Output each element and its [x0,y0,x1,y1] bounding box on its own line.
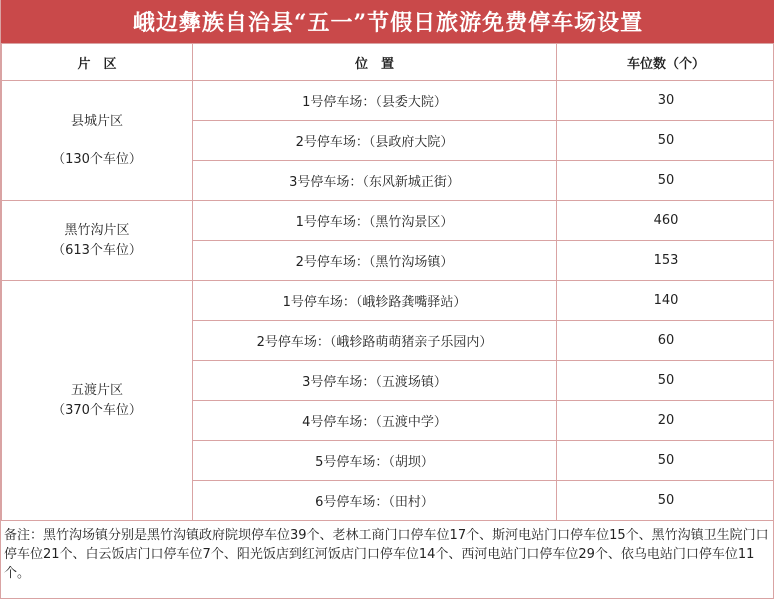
district-name: 县城片区 [70,113,123,129]
table-row [2,201,774,241]
table-row [2,281,774,321]
footnote: 备注：黑竹沟场镇分别是黑竹沟镇政府院坝停车位39个、老林工商门口停车位17个、斯河电站门口停车位15个、黑竹沟镇卫生院门口停车位21个、白云饭店门口停车位7个、阳光饭店到红河饭店门口停车位14个、西河电站门口停车位29个、依乌电站门口停车位11个。 [4,528,769,581]
district-name: 五渡片区 [70,382,123,398]
lot-location: 4号停车场：（五渡中学） [193,401,557,441]
district-subtotal: （370个车位） [52,402,142,418]
header-spaces: 车位数（个） [557,44,774,81]
lot-location: 1号停车场：（黑竹沟景区） [193,201,557,241]
district-cell [2,201,193,281]
lot-location: 3号停车场：（五渡场镇） [193,361,557,401]
district-subtotal: （613个车位） [52,242,142,258]
lot-location: 1号停车场：（县委大院） [193,81,557,121]
lot-location: 1号停车场：（峨轸路龚嘴驿站） [193,281,557,321]
lot-spaces: 50 [557,441,774,481]
lot-location: 3号停车场：（东风新城正街） [193,161,557,201]
district-cell [2,81,193,201]
table-row [2,81,774,121]
district-subtotal: （130个车位） [52,151,142,167]
lot-spaces: 20 [557,401,774,441]
lot-spaces: 50 [557,161,774,201]
lot-spaces: 460 [557,201,774,241]
lot-spaces: 60 [557,321,774,361]
lot-location: 2号停车场：（黑竹沟场镇） [193,241,557,281]
header-location: 位 置 [193,44,557,81]
page-title: 峨边彝族自治县“五一”节假日旅游免费停车场设置 [1,0,774,43]
lot-spaces: 153 [557,241,774,281]
district-cell [2,281,193,521]
lot-spaces: 140 [557,281,774,321]
lot-spaces: 30 [557,81,774,121]
lot-spaces: 50 [557,361,774,401]
lot-location: 2号停车场：（峨轸路萌萌猪亲子乐园内） [193,321,557,361]
lot-spaces: 50 [557,481,774,521]
header-district: 片 区 [2,44,193,81]
district-name: 黑竹沟片区 [64,222,130,238]
header-row [2,44,774,81]
lot-location: 2号停车场：（县政府大院） [193,121,557,161]
parking-table [1,43,774,521]
lot-location: 6号停车场：（田村） [193,481,557,521]
lot-location: 5号停车场：（胡坝） [193,441,557,481]
lot-spaces: 50 [557,121,774,161]
